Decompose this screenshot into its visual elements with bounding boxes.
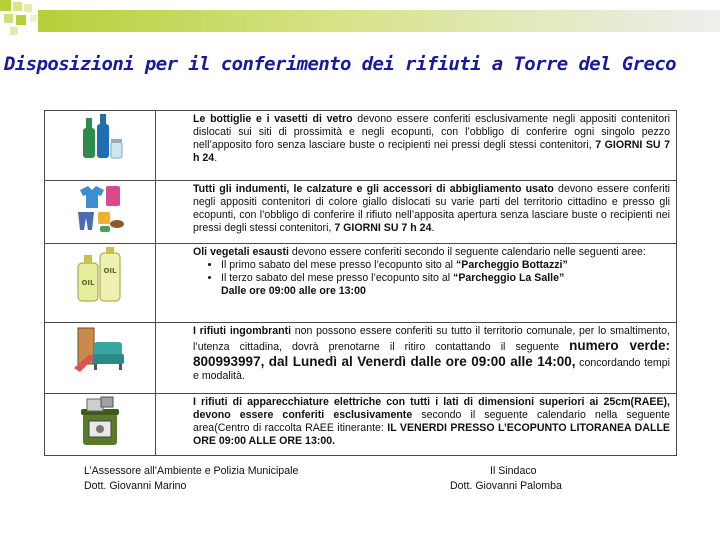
page-title: Disposizioni per il conferimento dei rifiuti a Torre del Greco xyxy=(4,53,677,75)
electronics-waste-icon xyxy=(75,395,125,447)
list-item: • Il terzo sabato del mese presso l’ecopunto sito al “Parcheggio La Salle” Dalle ore 09:00 alle ore 13:00 xyxy=(221,272,670,298)
rule-text-oil: Oli vegetali esausti devono essere conferiti secondo il seguente calendario nelle seguenti aree: • Il primo sabato del mese presso l’ecopunto sito al “Parcheggio Bottazzi” • Il terzo sabato del mese presso l’ecopunto sito al “Parcheggio La Salle” Dalle ore 09:00 alle ore 13:00 xyxy=(156,244,677,323)
table-row xyxy=(45,394,677,456)
rules-table xyxy=(44,110,677,456)
assessore-name: Dott. Giovanni Marino xyxy=(84,480,187,492)
rule-text-clothes: Tutti gli indumenti, le calzature e gli accessori di abbigliamento usato devono essere conferiti negli appositi contenitori di colore giallo dislocati su varie parti del territorio cittadino e presso gli ecopunti, con l’obbligo di conferire il rifiuto nell’apposita apertura senza lasciare buste o recipienti nei pressi degli stessi contenitori, 7 GIORNI SU 7 h 24. xyxy=(156,181,677,244)
assessore-role: L’Assessore all’Ambiente e Polizia Municipale xyxy=(84,465,299,477)
clothes-icon xyxy=(74,182,126,234)
header-bar xyxy=(38,10,720,32)
oil-label: OIL xyxy=(81,279,95,287)
icon-cell xyxy=(45,323,156,394)
oil-bottles-icon xyxy=(74,245,126,303)
sindaco-name: Dott. Giovanni Palomba xyxy=(450,480,562,492)
rule-text-glass: Le bottiglie e i vasetti di vetro devono essere conferiti esclusivamente negli appositi contenitori dislocati sui siti di prossimità e negli ecopunti, con l’obbligo di conferire ogni singolo pezzo nell’apposito foro senza lasciare buste o recipienti nei pressi degli stessi contenitori, 7 GIORNI SU 7 h 24. xyxy=(156,111,677,181)
signature-assessore xyxy=(84,464,298,494)
table-row xyxy=(45,111,677,181)
oil-label: OIL xyxy=(103,267,117,275)
glass-bottles-icon xyxy=(75,112,125,162)
icon-cell xyxy=(45,244,156,323)
icon-cell xyxy=(45,111,156,181)
table-row xyxy=(45,244,677,323)
rule-text-electronics: I rifiuti di apparecchiature elettriche con tutti i lati di dimensioni superiori ai 25cm(RAEE), devono essere conferiti esclusivamente secondo il seguente calendario nella seguente area(Centro di raccolta RAEE itinerante: IL VENERDI PRESSO L’ECOPUNTO LITORANEA DALLE ORE 09:00 ALLE ORE 13:00. xyxy=(156,394,677,456)
signature-sindaco xyxy=(450,464,562,494)
bulky-furniture-icon xyxy=(72,324,128,374)
list-item: • Il primo sabato del mese presso l’ecopunto sito al “Parcheggio Bottazzi” xyxy=(221,259,670,272)
icon-cell xyxy=(45,394,156,456)
icon-cell xyxy=(45,181,156,244)
table-row xyxy=(45,323,677,394)
toll-free-number: numero verde: 800993997, dal Lunedì al Venerdì dalle ore 09:00 alle 14:00, xyxy=(193,338,670,370)
rule-text-bulky: I rifiuti ingombranti non possono essere conferiti su tutto il territorio comunale, per lo smaltimento, l’utenza cittadina, dovrà prenotarne il ritiro contattando il seguente numero verde: 800993997, dal Lunedì al Venerdì dalle ore 09:00 alle 14:00, concordando tempi e modalità. xyxy=(156,323,677,394)
table-row xyxy=(45,181,677,244)
sindaco-role: Il Sindaco xyxy=(490,465,537,477)
